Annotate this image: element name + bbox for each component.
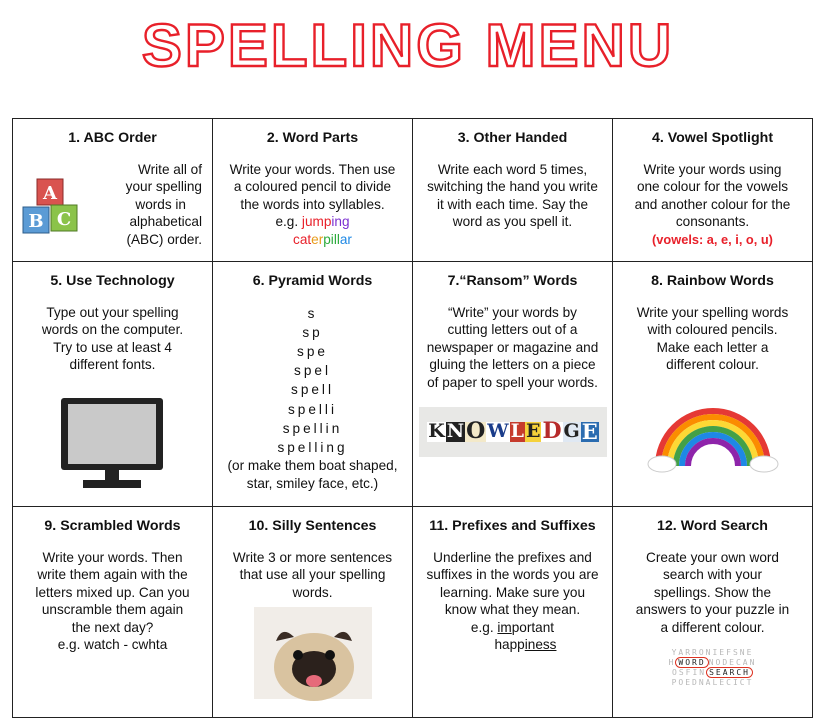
pyramid-line: sp <box>302 324 323 340</box>
text-line: letters mixed up. Can you <box>35 584 190 600</box>
text-line: and another colour for the <box>634 196 791 212</box>
text-line: your spelling <box>125 179 202 194</box>
text-line: the next day? <box>71 619 154 635</box>
text-line: star, smiley face, etc.) <box>246 475 379 491</box>
text-line: suffixes in the words you are <box>426 567 599 582</box>
text-line: different colour. <box>666 357 759 372</box>
rainbow-icon <box>648 398 778 474</box>
text-line: cutting letters out of a <box>447 322 578 337</box>
text-line: it with each time. Say the <box>436 196 589 212</box>
text-line: Make each letter a <box>656 339 769 355</box>
cell-vowel-spotlight <box>613 119 813 262</box>
text-line: a different colour. <box>660 619 765 635</box>
text-line: Write all of <box>138 161 202 177</box>
text-line: Try to use at least 4 <box>53 339 172 355</box>
cell-heading: 9. Scrambled Words <box>44 518 181 534</box>
cell-heading: 11. Prefixes and Suffixes <box>429 518 596 534</box>
cell-heading: 10. Silly Sentences <box>248 518 377 534</box>
example-important: e.g. important <box>470 619 555 635</box>
computer-monitor-icon <box>53 396 173 492</box>
cell-silly-sentences <box>213 507 413 718</box>
text-line: spellings. Show the <box>653 584 772 600</box>
text-line: (ABC) order. <box>126 231 202 247</box>
cell-heading: 4. Vowel Spotlight <box>651 130 774 146</box>
text-line: Write your words. Then use <box>229 161 396 177</box>
example-happiness: happiness <box>494 637 557 652</box>
text-line: write them again with the <box>37 567 188 582</box>
example-jumping: e.g. jumping <box>275 214 350 229</box>
word-search-grid: YARRONIEFSNE H WORD NODECAN OSFIN SEARCH POEDNALECICT <box>668 648 757 687</box>
text-line: words in <box>135 196 186 212</box>
text-line: e.g. watch - cwhta <box>57 637 168 652</box>
svg-text:B: B <box>28 210 44 232</box>
text-line: Type out your spelling <box>46 304 179 320</box>
vowel-note: (vowels: a, e, i, o, u) <box>652 231 773 247</box>
pyramid-line: spelling <box>277 439 348 455</box>
cell-heading: 8. Rainbow Words <box>651 273 774 289</box>
cell-heading: 1. ABC Order <box>68 130 157 146</box>
cell-heading: 6. Pyramid Words <box>252 273 373 289</box>
svg-text:A: A <box>43 182 57 204</box>
cell-other-handed <box>413 119 613 262</box>
cell-rainbow-words <box>613 262 813 507</box>
text-line: Underline the prefixes and <box>433 549 592 565</box>
cell-word-search <box>613 507 813 718</box>
grid-row <box>13 262 813 507</box>
abc-blocks-icon <box>19 175 99 245</box>
text-line: Create your own word <box>646 549 779 565</box>
pyramid-line: spell <box>291 382 334 398</box>
text-line: Write your words using <box>643 161 782 177</box>
cell-use-technology <box>13 262 213 507</box>
cell-prefixes-suffixes <box>413 507 613 718</box>
cell-heading: 7.“Ransom” Words <box>447 273 578 289</box>
svg-text:C: C <box>56 208 72 230</box>
pug-photo-icon <box>254 607 372 699</box>
text-line: Write each word 5 times, <box>437 161 588 177</box>
cell-word-parts <box>213 119 413 262</box>
cell-ransom-words <box>413 262 613 507</box>
page-title <box>0 6 816 86</box>
text-line: Write your words. Then <box>42 549 183 565</box>
cell-abc-order <box>13 119 213 262</box>
text-line: that use all your spelling <box>239 567 386 582</box>
text-line: one colour for the vowels <box>636 179 789 194</box>
pyramid-line: spe <box>297 343 328 359</box>
text-line: words. <box>292 584 333 600</box>
text-line: of paper to spell your words. <box>427 374 598 390</box>
cell-heading: 2. Word Parts <box>266 130 359 146</box>
text-line: newspaper or magazine and <box>426 339 599 355</box>
cell-heading: 12. Word Search <box>657 518 768 534</box>
text-line: a coloured pencil to divide <box>233 179 392 194</box>
grid-row <box>13 507 813 718</box>
grid-row <box>13 119 813 262</box>
text-line: unscramble them again <box>41 602 184 617</box>
pyramid-line: spellin <box>282 420 343 436</box>
cell-pyramid-words <box>213 262 413 507</box>
ransom-letters-image: K N O W L E D G E <box>419 407 607 457</box>
cell-heading: 3. Other Handed <box>457 130 568 146</box>
spelling-menu-grid <box>12 118 813 718</box>
text-line: Write 3 or more sentences <box>232 549 393 565</box>
cell-heading: 5. Use Technology <box>50 273 175 289</box>
example-caterpillar: caterpillar <box>293 231 352 247</box>
text-line: alphabetical <box>129 214 202 229</box>
text-line: with coloured pencils. <box>647 322 778 337</box>
text-line: the words into syllables. <box>240 196 385 212</box>
pyramid-line: spelli <box>288 401 337 417</box>
text-line: answers to your puzzle in <box>635 602 790 617</box>
text-line: consonants. <box>675 214 750 229</box>
text-line: different fonts. <box>69 357 156 372</box>
cell-scrambled-words <box>13 507 213 718</box>
pyramid-line: s <box>307 305 318 321</box>
text-line: switching the hand you write <box>427 179 598 194</box>
text-line: (or make them boat shaped, <box>227 458 398 474</box>
text-line: learning. Make sure you <box>439 584 586 600</box>
title-text: SPELLING MENU <box>141 12 675 79</box>
text-line: know what they mean. <box>444 602 581 617</box>
text-line: Write your spelling words <box>636 304 789 320</box>
pyramid-line: spel <box>294 363 331 379</box>
text-line: words on the computer. <box>41 322 184 337</box>
text-line: gluing the letters on a piece <box>429 357 596 372</box>
text-line: “Write” your words by <box>448 304 577 320</box>
text-line: word as you spell it. <box>452 214 573 229</box>
title-graphic <box>141 6 675 86</box>
text-line: search with your <box>663 567 762 582</box>
